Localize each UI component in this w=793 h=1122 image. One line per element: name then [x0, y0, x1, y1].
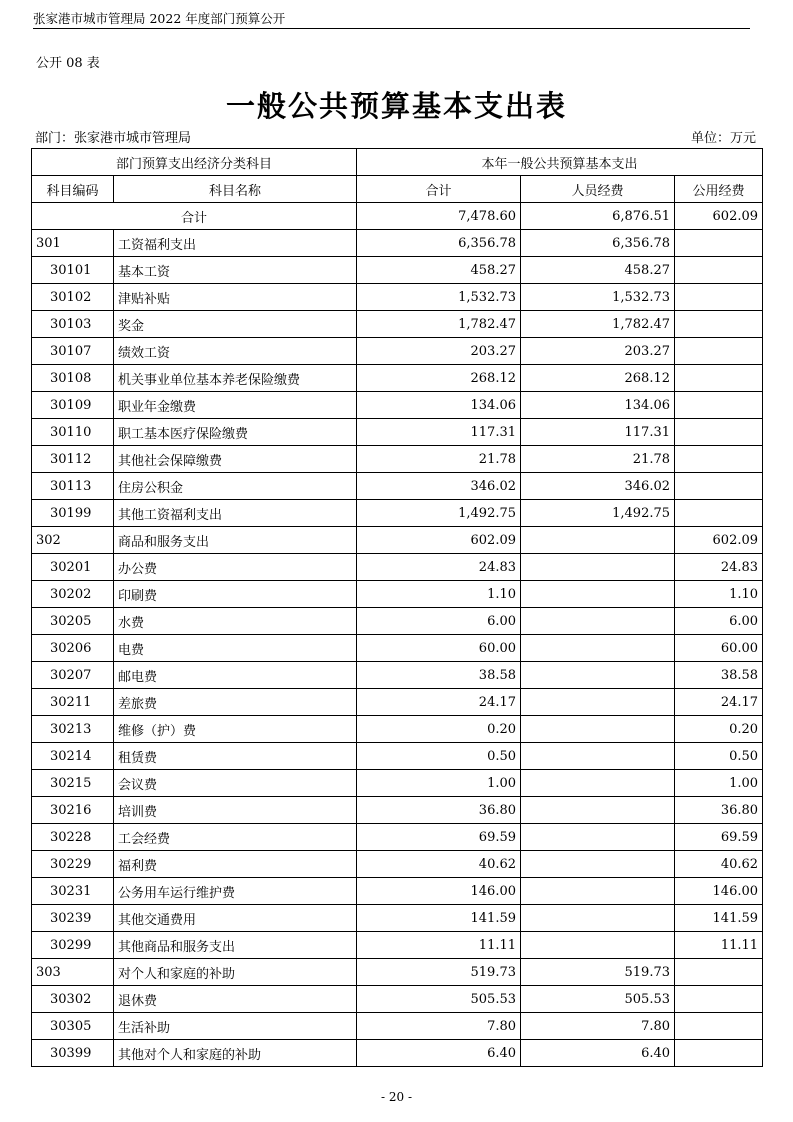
- row-total: 1,782.47: [357, 311, 521, 338]
- row-code: 30201: [32, 554, 114, 581]
- row-personnel: 268.12: [521, 365, 675, 392]
- table-row: [32, 797, 763, 824]
- row-code: 302: [32, 527, 114, 554]
- row-name: 津贴补贴: [114, 284, 357, 311]
- row-name: 生活补助: [114, 1013, 357, 1040]
- row-public: 141.59: [675, 905, 763, 932]
- row-name: 奖金: [114, 311, 357, 338]
- row-code: 30229: [32, 851, 114, 878]
- row-code: 30228: [32, 824, 114, 851]
- row-total: 141.59: [357, 905, 521, 932]
- row-personnel: [521, 797, 675, 824]
- row-public: [675, 1013, 763, 1040]
- row-personnel: [521, 932, 675, 959]
- column-header-public: 公用经费: [675, 176, 763, 203]
- row-total: 602.09: [357, 527, 521, 554]
- row-name: 职工基本医疗保险缴费: [114, 419, 357, 446]
- row-personnel: 346.02: [521, 473, 675, 500]
- group-header-row: [32, 149, 763, 176]
- row-name: 其他对个人和家庭的补助: [114, 1040, 357, 1067]
- table-row: [32, 365, 763, 392]
- row-public: [675, 365, 763, 392]
- row-personnel: [521, 554, 675, 581]
- page-title: 一般公共预算基本支出表: [225, 89, 567, 123]
- row-name: 租赁费: [114, 743, 357, 770]
- row-name: 其他社会保障缴费: [114, 446, 357, 473]
- row-name: 其他工资福利支出: [114, 500, 357, 527]
- row-public: [675, 986, 763, 1013]
- row-total: 1.00: [357, 770, 521, 797]
- total-personnel: 6,876.51: [521, 203, 675, 230]
- row-public: [675, 230, 763, 257]
- table-row: [32, 1013, 763, 1040]
- table-row: [32, 635, 763, 662]
- row-code: 30108: [32, 365, 114, 392]
- total-row: [32, 203, 763, 230]
- row-name: 会议费: [114, 770, 357, 797]
- department-label: 部门：张家港市城市管理局: [35, 131, 192, 146]
- row-total: 1,492.75: [357, 500, 521, 527]
- row-code: 303: [32, 959, 114, 986]
- row-total: 7.80: [357, 1013, 521, 1040]
- table-row: [32, 581, 763, 608]
- row-name: 对个人和家庭的补助: [114, 959, 357, 986]
- row-public: 24.83: [675, 554, 763, 581]
- table-row: [32, 1040, 763, 1067]
- row-public: 69.59: [675, 824, 763, 851]
- row-personnel: [521, 851, 675, 878]
- row-total: 505.53: [357, 986, 521, 1013]
- row-public: 38.58: [675, 662, 763, 689]
- row-public: [675, 257, 763, 284]
- table-row: [32, 770, 763, 797]
- row-personnel: [521, 689, 675, 716]
- table-row: [32, 284, 763, 311]
- row-code: 30206: [32, 635, 114, 662]
- row-total: 346.02: [357, 473, 521, 500]
- row-total: 519.73: [357, 959, 521, 986]
- row-total: 117.31: [357, 419, 521, 446]
- row-code: 30216: [32, 797, 114, 824]
- total-sum: 7,478.60: [357, 203, 521, 230]
- row-public: 6.00: [675, 608, 763, 635]
- table-row: [32, 905, 763, 932]
- row-name: 其他交通费用: [114, 905, 357, 932]
- row-name: 差旅费: [114, 689, 357, 716]
- row-public: 1.10: [675, 581, 763, 608]
- table-row: [32, 419, 763, 446]
- row-personnel: [521, 635, 675, 662]
- row-personnel: [521, 878, 675, 905]
- row-total: 0.20: [357, 716, 521, 743]
- table-row: [32, 662, 763, 689]
- row-name: 基本工资: [114, 257, 357, 284]
- row-public: 146.00: [675, 878, 763, 905]
- row-code: 30302: [32, 986, 114, 1013]
- row-code: 30102: [32, 284, 114, 311]
- row-public: [675, 284, 763, 311]
- row-personnel: [521, 716, 675, 743]
- row-total: 268.12: [357, 365, 521, 392]
- column-header-code: 科目编码: [32, 176, 114, 203]
- page-number: - 20 -: [380, 1090, 412, 1104]
- row-personnel: 505.53: [521, 986, 675, 1013]
- row-personnel: [521, 905, 675, 932]
- row-name: 商品和服务支出: [114, 527, 357, 554]
- row-name: 办公费: [114, 554, 357, 581]
- row-code: 30299: [32, 932, 114, 959]
- row-personnel: 519.73: [521, 959, 675, 986]
- column-header-personnel: 人员经费: [521, 176, 675, 203]
- row-public: [675, 311, 763, 338]
- column-header-name: 科目名称: [114, 176, 357, 203]
- table-row: [32, 608, 763, 635]
- unit-label: 单位：万元: [690, 131, 756, 146]
- row-personnel: 21.78: [521, 446, 675, 473]
- row-public: [675, 959, 763, 986]
- row-name: 机关事业单位基本养老保险缴费: [114, 365, 357, 392]
- table-row: [32, 392, 763, 419]
- row-total: 36.80: [357, 797, 521, 824]
- row-total: 6.40: [357, 1040, 521, 1067]
- row-public: [675, 392, 763, 419]
- row-personnel: 1,532.73: [521, 284, 675, 311]
- row-public: 36.80: [675, 797, 763, 824]
- row-code: 30103: [32, 311, 114, 338]
- row-personnel: 6,356.78: [521, 230, 675, 257]
- row-total: 134.06: [357, 392, 521, 419]
- row-personnel: 203.27: [521, 338, 675, 365]
- row-personnel: 7.80: [521, 1013, 675, 1040]
- row-total: 40.62: [357, 851, 521, 878]
- row-code: 30305: [32, 1013, 114, 1040]
- row-name: 职业年金缴费: [114, 392, 357, 419]
- row-personnel: 1,782.47: [521, 311, 675, 338]
- table-row: [32, 878, 763, 905]
- table-row: [32, 743, 763, 770]
- row-code: 30112: [32, 446, 114, 473]
- row-total: 24.17: [357, 689, 521, 716]
- row-public: 602.09: [675, 527, 763, 554]
- row-total: 21.78: [357, 446, 521, 473]
- table-row: [32, 311, 763, 338]
- row-code: 30109: [32, 392, 114, 419]
- table-row: [32, 230, 763, 257]
- table-row: [32, 959, 763, 986]
- row-public: 1.00: [675, 770, 763, 797]
- row-public: [675, 338, 763, 365]
- row-name: 培训费: [114, 797, 357, 824]
- table-row: [32, 824, 763, 851]
- row-code: 30213: [32, 716, 114, 743]
- row-public: 0.20: [675, 716, 763, 743]
- table-row: [32, 446, 763, 473]
- row-total: 458.27: [357, 257, 521, 284]
- row-total: 60.00: [357, 635, 521, 662]
- row-name: 工会经费: [114, 824, 357, 851]
- group-header-classification: 部门预算支出经济分类科目: [32, 149, 357, 176]
- running-header: 张家港市城市管理局 2022 年度部门预算公开: [33, 11, 286, 26]
- row-code: 30110: [32, 419, 114, 446]
- row-personnel: [521, 608, 675, 635]
- column-header-total: 合计: [357, 176, 521, 203]
- budget-table: [31, 148, 763, 1067]
- table-row: [32, 473, 763, 500]
- row-code: 30205: [32, 608, 114, 635]
- table-row: [32, 851, 763, 878]
- table-row: [32, 554, 763, 581]
- row-public: [675, 1040, 763, 1067]
- row-public: 24.17: [675, 689, 763, 716]
- row-name: 其他商品和服务支出: [114, 932, 357, 959]
- row-name: 公务用车运行维护费: [114, 878, 357, 905]
- row-total: 0.50: [357, 743, 521, 770]
- row-personnel: 458.27: [521, 257, 675, 284]
- row-code: 30239: [32, 905, 114, 932]
- row-personnel: [521, 527, 675, 554]
- row-code: 30231: [32, 878, 114, 905]
- row-name: 工资福利支出: [114, 230, 357, 257]
- row-public: [675, 500, 763, 527]
- table-row: [32, 527, 763, 554]
- row-public: [675, 473, 763, 500]
- row-total: 6,356.78: [357, 230, 521, 257]
- row-code: 30399: [32, 1040, 114, 1067]
- row-code: 30214: [32, 743, 114, 770]
- table-row: [32, 986, 763, 1013]
- row-personnel: [521, 662, 675, 689]
- total-public: 602.09: [675, 203, 763, 230]
- row-total: 1.10: [357, 581, 521, 608]
- row-personnel: 117.31: [521, 419, 675, 446]
- row-code: 30199: [32, 500, 114, 527]
- row-total: 203.27: [357, 338, 521, 365]
- row-personnel: 134.06: [521, 392, 675, 419]
- row-public: 60.00: [675, 635, 763, 662]
- row-code: 301: [32, 230, 114, 257]
- row-code: 30101: [32, 257, 114, 284]
- row-public: 40.62: [675, 851, 763, 878]
- table-row: [32, 257, 763, 284]
- row-code: 30107: [32, 338, 114, 365]
- row-name: 邮电费: [114, 662, 357, 689]
- row-name: 福利费: [114, 851, 357, 878]
- row-public: 11.11: [675, 932, 763, 959]
- row-total: 6.00: [357, 608, 521, 635]
- table-row: [32, 716, 763, 743]
- row-code: 30202: [32, 581, 114, 608]
- row-code: 30207: [32, 662, 114, 689]
- column-header-row: [32, 176, 763, 203]
- row-public: 0.50: [675, 743, 763, 770]
- row-total: 11.11: [357, 932, 521, 959]
- row-personnel: 6.40: [521, 1040, 675, 1067]
- group-header-basic-expenditure: 本年一般公共预算基本支出: [357, 149, 763, 176]
- row-personnel: [521, 770, 675, 797]
- table-number: 公开 08 表: [36, 56, 100, 71]
- table-row: [32, 500, 763, 527]
- row-name: 电费: [114, 635, 357, 662]
- row-total: 146.00: [357, 878, 521, 905]
- row-total: 38.58: [357, 662, 521, 689]
- header-rule: [33, 28, 750, 29]
- row-personnel: [521, 743, 675, 770]
- row-name: 住房公积金: [114, 473, 357, 500]
- row-code: 30211: [32, 689, 114, 716]
- row-code: 30113: [32, 473, 114, 500]
- row-personnel: [521, 824, 675, 851]
- table-row: [32, 932, 763, 959]
- row-total: 69.59: [357, 824, 521, 851]
- row-name: 绩效工资: [114, 338, 357, 365]
- row-personnel: 1,492.75: [521, 500, 675, 527]
- row-name: 水费: [114, 608, 357, 635]
- row-name: 维修（护）费: [114, 716, 357, 743]
- total-label: 合计: [32, 203, 357, 230]
- row-name: 印刷费: [114, 581, 357, 608]
- row-code: 30215: [32, 770, 114, 797]
- row-total: 24.83: [357, 554, 521, 581]
- row-public: [675, 419, 763, 446]
- row-name: 退休费: [114, 986, 357, 1013]
- table-row: [32, 338, 763, 365]
- row-public: [675, 446, 763, 473]
- row-total: 1,532.73: [357, 284, 521, 311]
- table-row: [32, 689, 763, 716]
- row-personnel: [521, 581, 675, 608]
